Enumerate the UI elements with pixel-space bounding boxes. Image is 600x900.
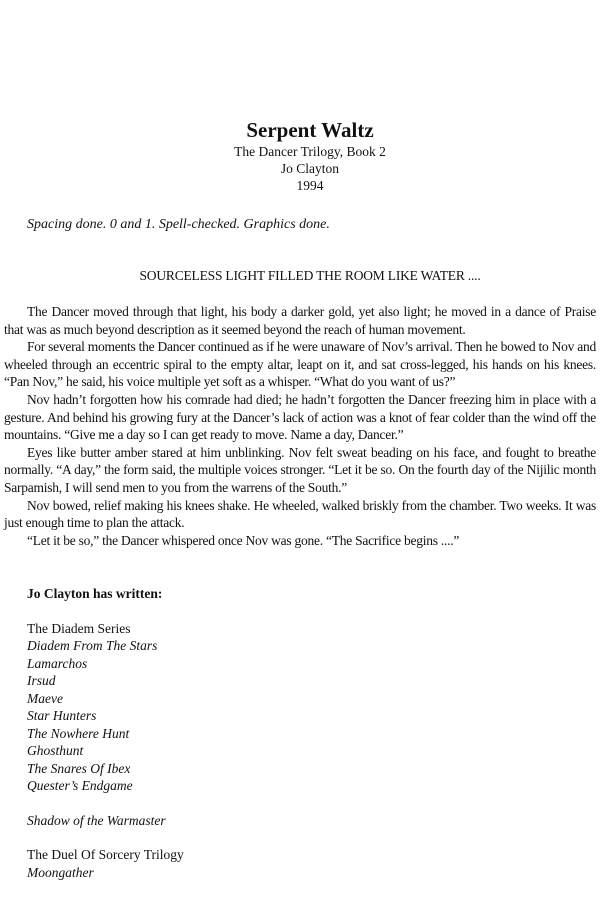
book-title-item: The Nowhere Hunt	[27, 725, 130, 741]
author-name: Jo Clayton	[280, 161, 340, 176]
paragraph: For several moments the Dancer continued as if he were unaware of Nov’s arrival. Then he bowed to Nov and wheeled through an eccentric spiral to the empty altar, leapt on it, and sat cross-legged, his hands on his knees. “Pan Nov,” he said, his voice multiple yet soft as a whisper. “What do you want of us?”	[4, 339, 596, 390]
book-title-item: Diadem From The Stars	[27, 638, 158, 653]
book-title-item: Irsud	[27, 673, 56, 688]
book-title-item: The Snares Of Ibex	[27, 760, 131, 776]
editor-note: Spacing done. 0 and 1. Spell-checked. Graphics done.	[27, 217, 330, 232]
story-text	[4, 303, 596, 549]
chapter-heading: SOURCELESS LIGHT FILLED THE ROOM LIKE WATER ....	[139, 268, 481, 283]
publication-year: 1994	[296, 178, 324, 193]
book-title-item: Star Hunters	[27, 708, 97, 723]
paragraph: Nov hadn’t forgotten how his comrade had died; he hadn’t forgotten the Dancer freezing him in place with a gesture. And behind his growing fury at the Dancer’s lack of action was a knot of fear colder than the wind off the mountains. “Give me a day so I can get ready to move. Name a day, Dancer.”	[4, 391, 596, 443]
book-title: Serpent Waltz	[246, 118, 374, 142]
bibliography-heading: Jo Clayton has written:	[27, 586, 163, 601]
paragraph: The Dancer moved through that light, his body a darker gold, yet also light; he moved in a dance of Praise that was as much beyond description as it seemed beyond the reach of human movement.	[4, 304, 596, 337]
book-title-item: Maeve	[27, 690, 63, 706]
series-subtitle: The Dancer Trilogy, Book 2	[234, 144, 386, 159]
bibliography	[27, 585, 587, 898]
duel-series-group	[27, 846, 587, 881]
paragraph: Eyes like butter amber stared at him unblinking. Nov felt sweat beading on his face, and fought to breathe normally. “A day,” the form said, the multiple voices stronger. “Let it be so. On the fourth day of the Nijilic month Sarpamish, I will send men to you from the warrens of the South.”	[4, 444, 596, 495]
series-title: The Diadem Series	[27, 620, 131, 636]
book-title-item: Moongather	[27, 864, 94, 880]
standalone-title: Shadow of the Warmaster	[27, 812, 166, 828]
book-title-item: Lamarchos	[27, 655, 88, 671]
title-block	[0, 117, 600, 194]
book-title-item: Quester’s Endgame	[27, 778, 133, 793]
diadem-series-group	[27, 620, 587, 795]
paragraph: “Let it be so,” the Dancer whispered once Nov was gone. “The Sacrifice begins ....”	[27, 532, 460, 548]
series-title: The Duel Of Sorcery Trilogy	[27, 847, 184, 862]
book-title-item: Ghosthunt	[27, 743, 84, 758]
paragraph: Nov bowed, relief making his knees shake. He wheeled, walked briskly from the chamber. Two weeks. It was just enough time to plan the attack.	[4, 497, 596, 531]
